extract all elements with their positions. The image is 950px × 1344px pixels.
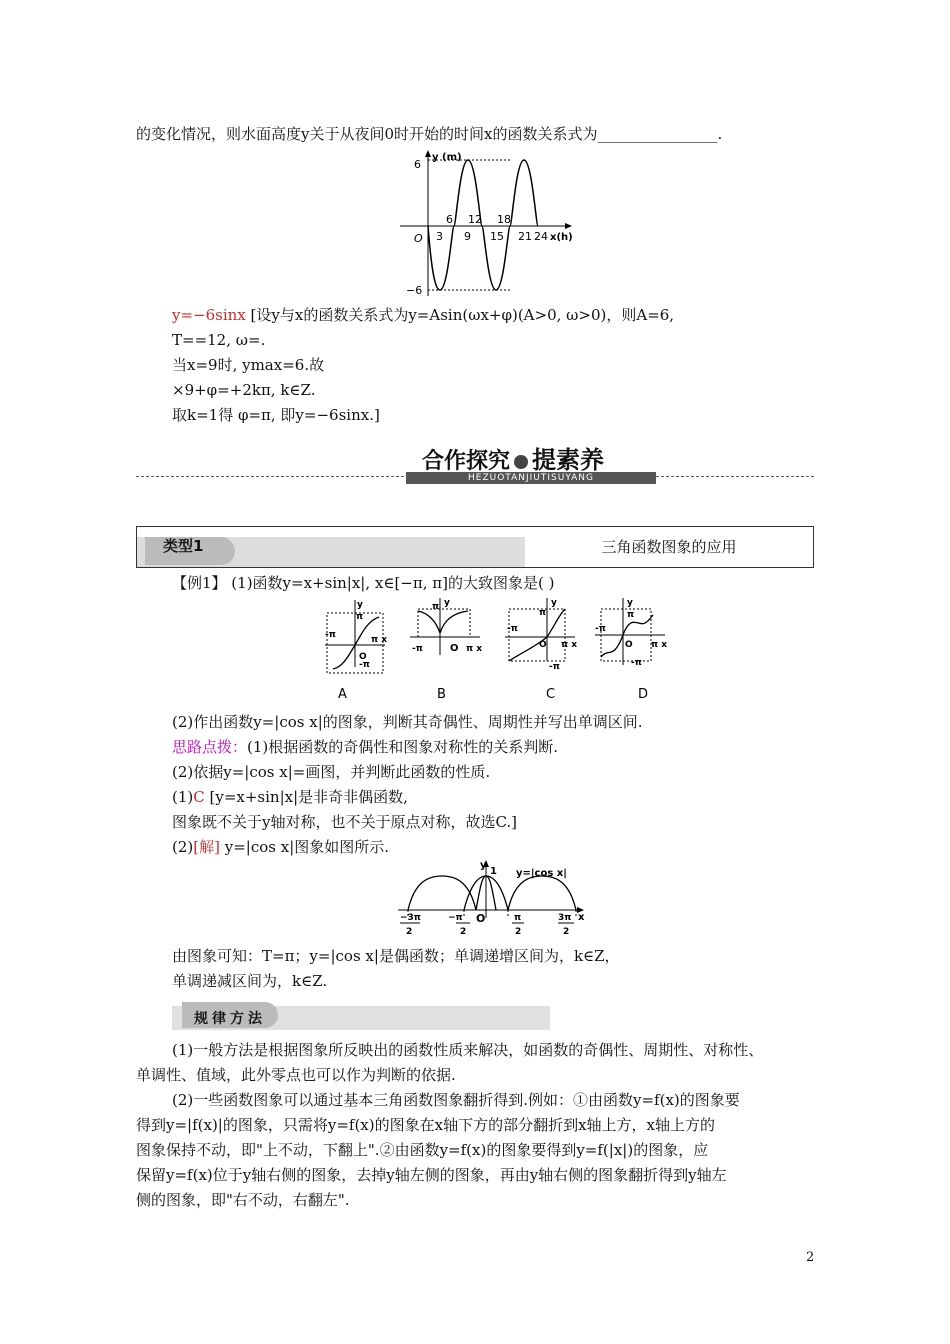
type-tag bbox=[137, 527, 525, 567]
conclusion-line2: 单调递减区间为，k∈Z. bbox=[172, 972, 328, 990]
conclusion-line1: 由图象可知：T=π；y=|cos x|是偶函数；单调递增区间为，k∈Z， bbox=[172, 947, 620, 965]
svg-text:−π: −π bbox=[448, 913, 463, 923]
graph1-origin: O bbox=[414, 232, 423, 245]
svg-text:π: π bbox=[514, 913, 522, 923]
answer-line4: ×9+φ=+2kπ, k∈Z. bbox=[172, 381, 316, 399]
method-p1a: (1)一般方法是根据图象所反映出的函数性质来解决，如函数的奇偶性、周期性、对称性、 bbox=[172, 1041, 764, 1059]
option-graphs bbox=[310, 595, 670, 705]
option-a-label: A bbox=[338, 687, 347, 702]
svg-text:π x: π x bbox=[651, 640, 668, 650]
hint-line2: (2)依据y=|cos x|=画图，并判断此函数的性质. bbox=[172, 763, 491, 781]
svg-text:−3π: −3π bbox=[400, 913, 421, 923]
answer2-line: (2)[解] y=|cos x|图象如图所示. bbox=[172, 838, 390, 856]
svg-text:-π: -π bbox=[412, 644, 423, 654]
answer1-line: (1)C [y=x+sin|x|是非奇非偶函数, bbox=[172, 788, 408, 806]
banner-arrow-icon bbox=[514, 455, 528, 469]
graph1-y-tick-neg6: −6 bbox=[406, 284, 423, 297]
method-p2e: 侧的图象，即"右不动，右翻左". bbox=[136, 1191, 350, 1209]
water-height-graph bbox=[400, 148, 580, 298]
graph1-x-tick-3: 3 bbox=[436, 230, 443, 243]
svg-text:-π: -π bbox=[359, 660, 370, 670]
answer-line3: 当x=9时, ymax=6.故 bbox=[172, 356, 325, 374]
option-d-label: D bbox=[638, 687, 649, 702]
svg-text:O: O bbox=[359, 652, 367, 662]
svg-text:2: 2 bbox=[515, 927, 522, 937]
svg-text:π: π bbox=[539, 608, 547, 618]
answer1-letter: C bbox=[193, 788, 205, 806]
cos-graph-y-tick: 1 bbox=[490, 866, 497, 877]
method-p1b: 单调性、值域，此外零点也可以作为判断的依据. bbox=[136, 1066, 456, 1084]
svg-text:2: 2 bbox=[563, 927, 570, 937]
graph1-y-tick-6: 6 bbox=[414, 158, 421, 171]
svg-text:y: y bbox=[357, 600, 363, 610]
cos-graph-label: y=|cos x| bbox=[516, 868, 567, 879]
svg-text:π: π bbox=[356, 612, 364, 622]
graph1-x-label: x(h) bbox=[550, 232, 573, 243]
cos-graph-x-label: x bbox=[578, 912, 585, 923]
banner-title: 合作探究 提素养 bbox=[422, 446, 605, 474]
type-title: 三角函数图象的应用 bbox=[601, 538, 737, 556]
svg-text:O: O bbox=[539, 640, 547, 650]
answer-line2: T==12, ω=. bbox=[172, 331, 266, 349]
graph1-y-label: y (m) bbox=[432, 152, 462, 163]
type-tag-label: 类型1 bbox=[163, 537, 204, 555]
graph1-x-tick-24: 24 bbox=[534, 230, 548, 243]
svg-text:π x: π x bbox=[466, 644, 483, 654]
option-c-label: C bbox=[546, 687, 556, 702]
answer1-line2: 图象既不关于y轴对称，也不关于原点对称，故选C.] bbox=[172, 813, 518, 831]
svg-text:-π: -π bbox=[595, 624, 606, 634]
graph1-x-tick-15: 15 bbox=[490, 230, 504, 243]
intro-line: 的变化情况，则水面高度y关于从夜间0时开始的时间x的函数关系式为________________. bbox=[136, 125, 723, 143]
answer-formula: y=−6sinx bbox=[172, 306, 246, 324]
graph1-x-tick-9: 9 bbox=[464, 230, 471, 243]
method-bar bbox=[172, 1006, 550, 1030]
method-title: 规律方法 bbox=[194, 1011, 266, 1027]
type-box bbox=[136, 526, 814, 568]
svg-text:y: y bbox=[627, 598, 633, 608]
graph1-x-tick-21: 21 bbox=[518, 230, 532, 243]
hint-label: 思路点拨： bbox=[172, 738, 248, 756]
cos-graph-origin: O bbox=[476, 912, 486, 925]
svg-text:3π: 3π bbox=[558, 913, 572, 923]
option-b-label: B bbox=[437, 687, 446, 702]
svg-text:π: π bbox=[432, 602, 440, 612]
svg-text:y: y bbox=[551, 598, 557, 608]
svg-text:π: π bbox=[627, 610, 635, 620]
svg-text:O: O bbox=[450, 643, 459, 654]
answer-line5: 取k=1得 φ=π, 即y=−6sinx.] bbox=[172, 406, 380, 424]
example-q2: (2)作出函数y=|cos x|的图象，判断其奇偶性、周期性并写出单调区间. bbox=[172, 713, 643, 731]
svg-text:π x: π x bbox=[561, 640, 578, 650]
banner-pinyin: HEZUOTANJIUTISUYANG bbox=[406, 472, 656, 484]
method-p2b: 得到y=|f(x)|的图象，只需将y=f(x)的图象在x轴下方的部分翻折到x轴上方，x轴上方的 bbox=[136, 1116, 716, 1134]
svg-text:π x: π x bbox=[371, 635, 388, 645]
section-banner bbox=[136, 438, 814, 486]
graph1-x-tick-6: 6 bbox=[446, 213, 453, 226]
svg-text:-π: -π bbox=[549, 662, 560, 672]
method-p2d: 保留y=f(x)位于y轴右侧的图象，去掉y轴左侧的图象，再由y轴右侧的图象翻折得到y轴左 bbox=[136, 1166, 727, 1184]
svg-text:y: y bbox=[480, 860, 487, 871]
svg-text:2: 2 bbox=[460, 927, 467, 937]
svg-text:-π: -π bbox=[507, 624, 518, 634]
example-q1: 【例1】 (1)函数y=x+sin|x|, x∈[−π, π]的大致图象是( ) bbox=[172, 574, 555, 592]
page-number: 2 bbox=[806, 1250, 815, 1265]
graph1-x-tick-18: 18 bbox=[497, 213, 511, 226]
svg-text:O: O bbox=[625, 640, 633, 650]
abs-cos-graph bbox=[392, 858, 592, 940]
svg-text:2: 2 bbox=[406, 927, 413, 937]
method-p2c: 图象保持不动，即"上不动，下翻上".②由函数y=f(x)的图象要得到y=f(|x|)的图象，应 bbox=[136, 1141, 709, 1159]
svg-text:-π: -π bbox=[325, 630, 336, 640]
svg-text:-π: -π bbox=[631, 658, 642, 668]
graph1-x-tick-12: 12 bbox=[468, 213, 482, 226]
hint-line1: 思路点拨：(1)根据函数的奇偶性和图象对称性的关系判断. bbox=[172, 738, 559, 756]
answer-line1: y=−6sinx [设y与x的函数关系式为y=Asin(ωx+φ)(A>0, ω>0)，则A=6, bbox=[172, 306, 675, 324]
svg-text:y: y bbox=[444, 598, 450, 608]
method-p2a: (2)一些函数图象可以通过基本三角函数图象翻折得到.例如：①由函数y=f(x)的图象要 bbox=[172, 1091, 740, 1109]
solution-tag: [解] bbox=[193, 838, 220, 856]
